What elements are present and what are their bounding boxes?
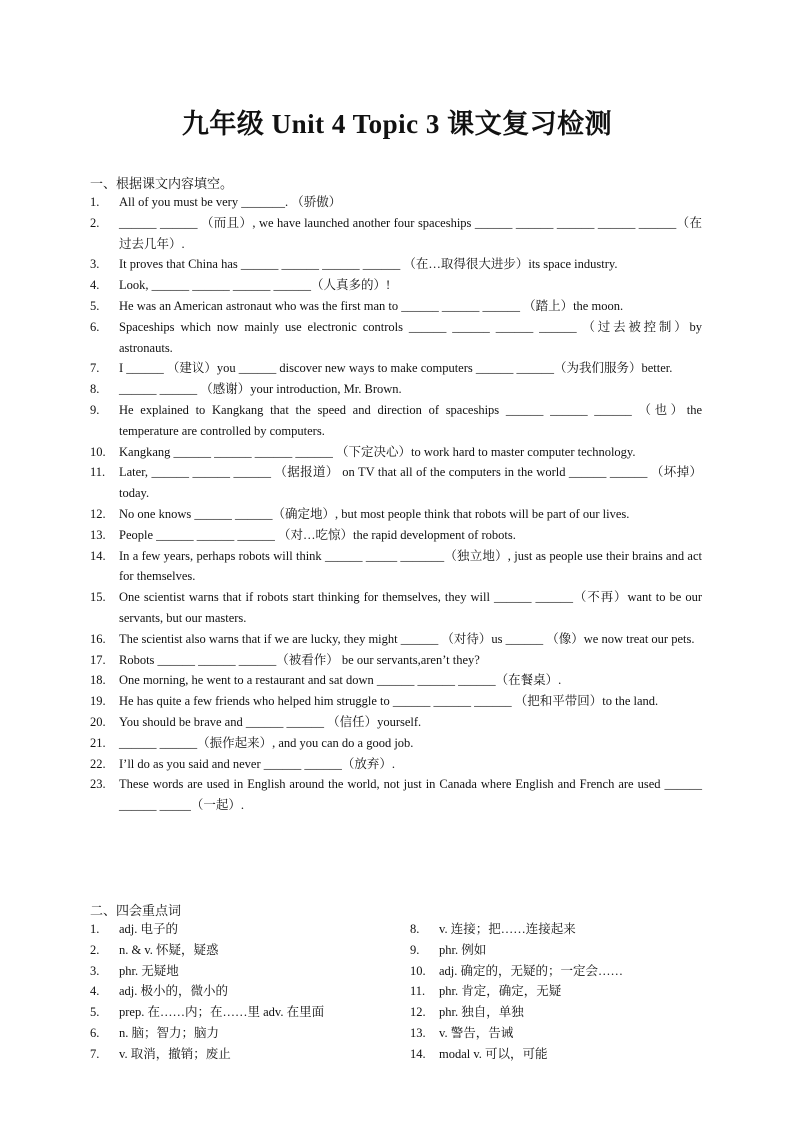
vocab-row [90,1044,730,1065]
item-number: 1. [90,195,100,209]
vocab-definition: v. 连接；把……连接起来 [439,922,576,936]
item-text: I’ll do as you said and never ______ ______（放弃）. [119,756,396,771]
item-text: Spaceships which now mainly use electronic controls ______ ______ ______ ______ （过去被控制）by astronauts. [119,319,702,355]
fill-in-item [90,774,702,816]
vocab-number: 8. [410,922,420,936]
item-number: 23. [90,777,106,792]
item-text: You should be brave and ______ ______ （信任）yourself. [119,714,422,729]
fill-in-list [90,192,702,816]
item-number: 22. [90,756,106,771]
vocab-number: 14. [410,1046,426,1061]
fill-in-item [90,462,702,504]
item-text: Kangkang ______ ______ ______ ______ （下定决心）to work hard to master computer technology. [119,444,636,459]
fill-in-item [90,650,702,671]
vocab-row [90,919,730,940]
item-text: He explained to Kangkang that the speed and direction of spaceships ______ ______ ______ （也）the temperature are controlled by computers. [119,402,702,438]
vocab-number: 10. [410,963,426,978]
item-text: Robots ______ ______ ______（被看作） be our servants,aren’t they? [119,652,480,667]
vocab-row [90,961,730,982]
fill-in-item [90,546,702,588]
vocab-definition: prep. 在……内；在……里 adv. 在里面 [119,1005,325,1020]
vocab-number: 12. [410,1005,426,1020]
item-number: 9. [90,402,100,417]
page-title: 九年级 Unit 4 Topic 3 课文复习检测 [181,109,613,139]
section-vocabulary-heading: 二、四会重点词 [90,904,182,919]
vocab-row [90,981,730,1002]
item-text: He was an American astronaut who was the first man to ______ ______ ______ （踏上）the moon. [119,298,624,313]
fill-in-item [90,525,702,546]
item-text: No one knows ______ ______（确定地）, but most people think that robots will be part of our lives. [119,506,630,521]
item-number: 3. [90,257,100,272]
vocab-definition: adj. 电子的 [119,922,179,936]
fill-in-item [90,733,702,754]
vocab-item [410,1002,730,1023]
item-text: He has quite a few friends who helped him struggle to ______ ______ ______ （把和平带回）to the land. [119,694,659,709]
fill-in-item [90,670,702,691]
vocab-item [90,919,410,940]
vocab-item [90,1023,410,1044]
vocab-item [410,919,730,940]
item-text: ______ ______ （感谢）your introduction, Mr. Brown. [119,382,402,397]
vocab-number: 1. [90,922,100,936]
vocab-number: 4. [90,984,100,999]
item-number: 5. [90,298,100,313]
fill-in-item [90,254,702,275]
fill-in-item [90,691,702,712]
item-number: 8. [90,382,100,397]
vocab-definition: phr. 例如 [439,942,487,957]
fill-in-item [90,587,702,629]
item-text: One scientist warns that if robots start thinking for themselves, they will ______ ______（不再）want to be our servants, but our masters. [119,590,702,625]
vocab-definition: v. 取消，撤销；废止 [119,1046,231,1061]
item-text: Look, ______ ______ ______ ______（人真多的）! [119,278,391,293]
item-number: 6. [90,319,100,334]
vocab-number: 3. [90,963,100,978]
item-text: ______ ______ （而且）, we have launched another four spaceships ______ ______ ______ ______ ______（在过去几年）. [119,215,702,251]
vocab-item [410,1044,730,1065]
item-number: 16. [90,631,106,646]
fill-in-item [90,379,702,400]
fill-in-item [90,442,702,463]
item-number: 13. [90,527,106,542]
item-number: 17. [90,652,106,667]
vocab-number: 5. [90,1005,100,1020]
fill-in-item [90,504,702,525]
item-number: 14. [90,548,106,563]
section-fill-in-heading: 一、根据课文内容填空。 [90,177,234,192]
item-text: All of you must be very _______. （骄傲） [119,195,342,209]
item-text: It proves that China has ______ ______ ______ ______ （在…取得很大进步）its space industry. [119,257,618,272]
fill-in-item [90,192,702,213]
item-text: In a few years, perhaps robots will think ______ _____ _______（独立地）, just as people use their brains and act for themselves. [119,548,702,584]
item-text: Later, ______ ______ ______ （据报道） on TV that all of the computers in the world ______ ______ （坏掉） today. [119,465,702,501]
item-number: 11. [90,465,106,480]
vocab-definition: adj. 确定的，无疑的；一定会…… [439,963,624,978]
item-number: 12. [90,506,106,521]
vocab-definition: adj. 极小的，微小的 [119,984,229,999]
vocab-row [90,940,730,961]
item-text: I ______ （建议）you ______ discover new ways to make computers ______ ______（为我们服务）better. [119,361,673,376]
vocab-item [410,1023,730,1044]
vocab-definition: n. & v. 怀疑，疑惑 [119,942,219,957]
vocab-item [90,1044,410,1065]
item-number: 2. [90,215,100,230]
fill-in-item [90,712,702,733]
vocab-number: 13. [410,1025,426,1040]
item-number: 4. [90,278,100,293]
fill-in-item [90,754,702,775]
vocab-number: 11. [410,984,426,999]
item-text: ______ ______（振作起来）, and you can do a good job. [119,735,414,750]
vocab-item [90,1002,410,1023]
item-text: These words are used in English around the world, not just in Canada where English and French are used ______ ______ _____（一起）. [119,777,702,813]
vocab-item [410,981,730,1002]
fill-in-item [90,213,702,255]
vocab-definition: phr. 肯定，确定，无疑 [439,984,562,999]
item-number: 19. [90,694,106,709]
vocab-number: 2. [90,942,100,957]
item-number: 15. [90,590,106,605]
vocab-item [90,940,410,961]
vocab-item [90,961,410,982]
vocab-definition: n. 脑；智力；脑力 [119,1025,220,1040]
item-text: The scientist also warns that if we are lucky, they might ______ （对待）us ______ （像）we now treat our pets. [119,631,695,646]
vocab-number: 6. [90,1025,100,1040]
item-number: 7. [90,361,100,376]
fill-in-item [90,317,702,359]
vocab-item [410,940,730,961]
item-number: 18. [90,673,106,688]
vocab-item [410,961,730,982]
item-number: 20. [90,714,106,729]
vocab-definition: v. 警告，告诫 [439,1025,514,1040]
fill-in-item [90,275,702,296]
vocab-definition: phr. 无疑地 [119,963,179,978]
fill-in-item [90,629,702,650]
fill-in-item [90,400,702,442]
vocab-row [90,1002,730,1023]
fill-in-item [90,296,702,317]
vocab-number: 9. [410,942,420,957]
vocab-definition: phr. 独自，单独 [439,1005,524,1020]
item-text: One morning, he went to a restaurant and sat down ______ ______ ______（在餐桌）. [119,673,562,688]
fill-in-item [90,358,702,379]
item-text: People ______ ______ ______ （对…吃惊）the rapid development of robots. [119,527,516,542]
item-number: 10. [90,444,106,459]
vocabulary-list [90,919,730,1065]
vocab-definition: modal v. 可以，可能 [439,1046,548,1061]
vocab-row [90,1023,730,1044]
vocab-item [90,981,410,1002]
vocab-number: 7. [90,1046,100,1061]
item-number: 21. [90,735,106,750]
